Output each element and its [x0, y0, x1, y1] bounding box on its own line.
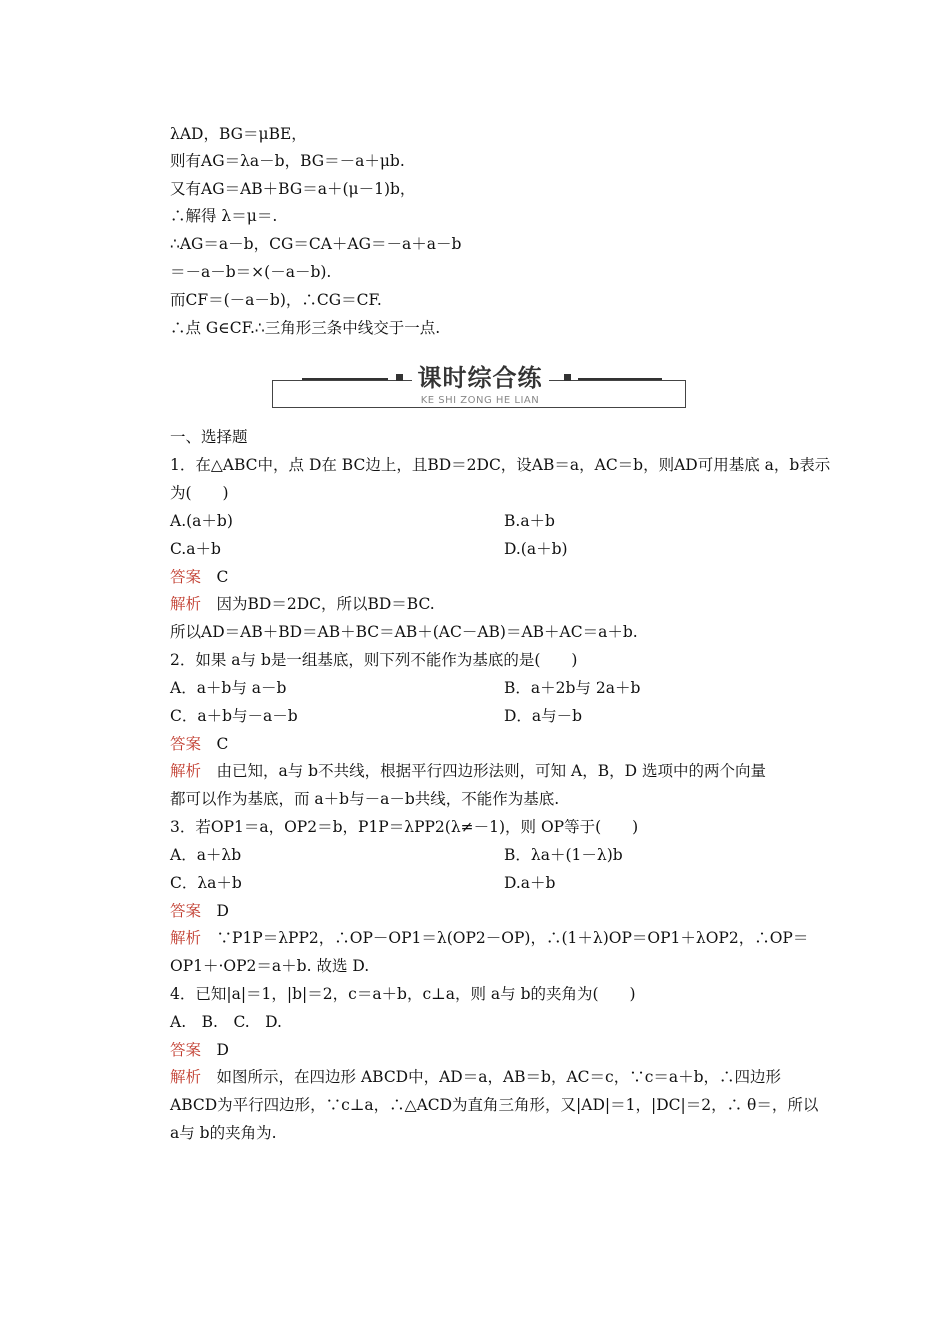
- analysis-label: 解析: [170, 1068, 202, 1086]
- text-line: 而CF＝(－a－b)，∴CG＝CF.: [170, 291, 382, 309]
- text-line: 又有AG＝AB＋BG＝a＋(μ－1)b，: [170, 180, 416, 198]
- q3-option-a: A．a＋λb: [170, 846, 242, 864]
- answer-label: 答案: [170, 902, 202, 920]
- answer-value: D: [201, 902, 229, 920]
- analysis-text: ∵P1P＝λPP2，∴OP－OP1＝λ(OP2－OP)，∴(1＋λ)OP＝OP1＋λOP2，∴OP＝: [201, 929, 809, 947]
- text-line: ∴解得 λ＝μ＝.: [170, 207, 278, 225]
- analysis-text: 如图所示，在四边形 ABCD中，AD＝a，AB＝b，AC＝c，∵c＝a＋b，∴四边形: [201, 1068, 782, 1086]
- answer-label: 答案: [170, 1041, 202, 1059]
- q1-analysis: [170, 594, 435, 614]
- answer-value: C: [201, 735, 229, 753]
- q4-analysis: [170, 1067, 781, 1087]
- q3-option-d: D.a＋b: [504, 874, 556, 892]
- q2-analysis-cont: 都可以作为基底，而 a＋b与－a－b共线，不能作为基底.: [170, 790, 560, 808]
- question-1-stem-cont: 为( ): [170, 484, 229, 502]
- q2-option-c: C．a＋b与－a－b: [170, 707, 298, 725]
- text-line: ∴AG＝a－b，CG＝CA＋AG＝－a＋a－b: [170, 235, 462, 253]
- q1-option-d: D.(a＋b): [504, 540, 568, 558]
- q4-analysis-cont-2: a与 b的夹角为.: [170, 1124, 277, 1142]
- q2-option-d: D．a与－b: [504, 707, 583, 725]
- answer-label: 答案: [170, 735, 202, 753]
- section-heading: 一、选择题: [170, 428, 248, 446]
- q1-option-a: A.(a＋b): [170, 512, 233, 530]
- q3-analysis-cont: OP1＋·OP2＝a＋b. 故选 D.: [170, 957, 370, 975]
- q1-answer: [170, 567, 228, 587]
- analysis-text: 由已知，a与 b不共线，根据平行四边形法则，可知 A，B，D 选项中的两个向量: [201, 762, 766, 780]
- question-3-stem: 3．若OP1＝a，OP2＝b，P1P＝λPP2(λ≠－1)，则 OP等于( ): [170, 818, 639, 836]
- text-line: ∴点 G∈CF.∴三角形三条中线交于一点.: [170, 319, 441, 337]
- answer-label: 答案: [170, 568, 202, 586]
- q4-options: A. B. C. D.: [170, 1013, 282, 1031]
- analysis-text: 因为BD＝2DC，所以BD＝BC.: [201, 595, 435, 613]
- q2-answer: [170, 734, 228, 754]
- analysis-label: 解析: [170, 929, 202, 947]
- q3-option-c: C．λa＋b: [170, 874, 242, 892]
- text-line: 则有AG＝λa－b，BG＝－a＋μb.: [170, 152, 405, 170]
- question-1-stem: 1．在△ABC中，点 D在 BC边上，且BD＝2DC，设AB＝a，AC＝b，则AD可用基底 a，b表示: [170, 456, 831, 474]
- q3-option-b: B．λa＋(1－λ)b: [504, 846, 623, 864]
- q3-answer: [170, 901, 229, 921]
- q2-option-a: A．a＋b与 a－b: [170, 679, 287, 697]
- q4-analysis-cont: ABCD为平行四边形，∵c⊥a，∴△ACD为直角三角形，又|AD|＝1，|DC|＝2，∴ θ＝，所以: [170, 1096, 819, 1114]
- section-banner: [272, 364, 688, 410]
- text-line: λAD，BG＝μBE，: [170, 125, 307, 143]
- answer-value: D: [201, 1041, 229, 1059]
- banner-title: 课时综合练: [272, 364, 688, 392]
- q3-analysis: [170, 928, 808, 948]
- q4-answer: [170, 1040, 229, 1060]
- banner-subtitle: KE SHI ZONG HE LIAN: [420, 395, 540, 406]
- q1-analysis-cont: 所以AD＝AB＋BD＝AB＋BC＝AB＋(AC－AB)＝AB＋AC＝a＋b.: [170, 623, 638, 641]
- question-4-stem: 4．已知|a|＝1，|b|＝2，c＝a＋b，c⊥a，则 a与 b的夹角为( ): [170, 985, 636, 1003]
- analysis-label: 解析: [170, 762, 202, 780]
- q1-option-c: C.a＋b: [170, 540, 221, 558]
- q2-analysis: [170, 761, 766, 781]
- answer-value: C: [201, 568, 229, 586]
- text-line: ＝－a－b＝×(－a－b).: [170, 263, 332, 281]
- q1-option-b: B.a＋b: [504, 512, 555, 530]
- question-2-stem: 2．如果 a与 b是一组基底，则下列不能作为基底的是( ): [170, 651, 578, 669]
- q2-option-b: B．a＋2b与 2a＋b: [504, 679, 641, 697]
- analysis-label: 解析: [170, 595, 202, 613]
